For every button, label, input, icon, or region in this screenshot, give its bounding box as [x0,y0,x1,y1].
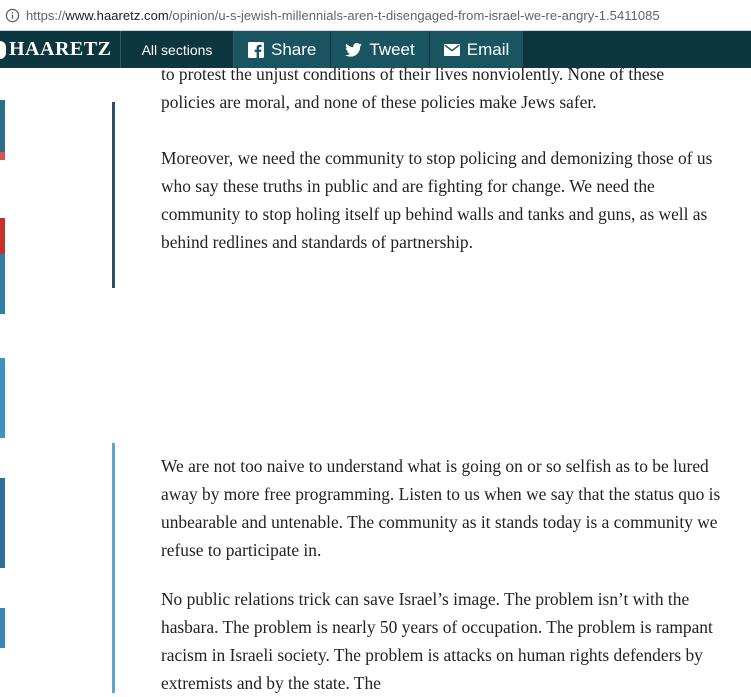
strip-segment [0,218,5,254]
strip-segment [0,358,5,438]
strip-segment [0,608,5,648]
article-paragraph: No public relations trick can save Israel’s image. The problem isn’t with the hasbara. The problem is nearly 50 years of occupation. The problem is rampant racism in Israeli society. The problem is attacks on human rights defenders by extremists and by the state. The [161,589,713,693]
quote-border-line [112,443,115,693]
strip-segment [0,254,5,314]
tweet-label: Tweet [369,39,415,59]
envelope-icon [444,44,460,56]
left-edge-strip [0,68,5,693]
logo-text: HAARETZ [9,38,112,60]
quote-border-line [112,102,115,288]
browser-url-bar[interactable] [0,0,751,31]
article-paragraph: We are not too naive to understand what is going on or so selfish as to be lured away by more free programming. Listen to us when we say that the status quo is unbearable and untenable. The community as it stands today is a community we refuse to participate in. [161,456,721,560]
strip-segment [0,100,5,152]
strip-segment [0,478,5,568]
url-path: /opinion/u-s-jewish-millennials-aren-t-disengaged-from-israel-we-re-angry-1.5411085 [168,7,660,23]
url-host: www.haaretz.com [65,7,169,23]
logo-mark-icon [0,41,6,59]
strip-segment [0,152,5,160]
haaretz-logo[interactable] [0,31,121,68]
email-label: Email [466,39,510,59]
url-prefix: https:// [26,7,66,23]
twitter-icon [345,43,362,57]
facebook-icon [248,42,264,58]
all-sections-label: All sections [141,41,213,58]
info-icon[interactable] [5,8,20,23]
url-text[interactable] [26,8,660,23]
share-label: Share [271,39,317,59]
article-paragraph: to protest the unjust conditions of their lives nonviolently. None of these policies are moral, and none of these policies make Jews safer. [161,64,665,112]
article-paragraph: Moreover, we need the community to stop policing and demonizing those of us who say these truths in public and are fighting for change. We need the community to stop holing itself up behind walls and tanks and guns, as well as behind redlines and standards of partnership. [161,148,713,252]
